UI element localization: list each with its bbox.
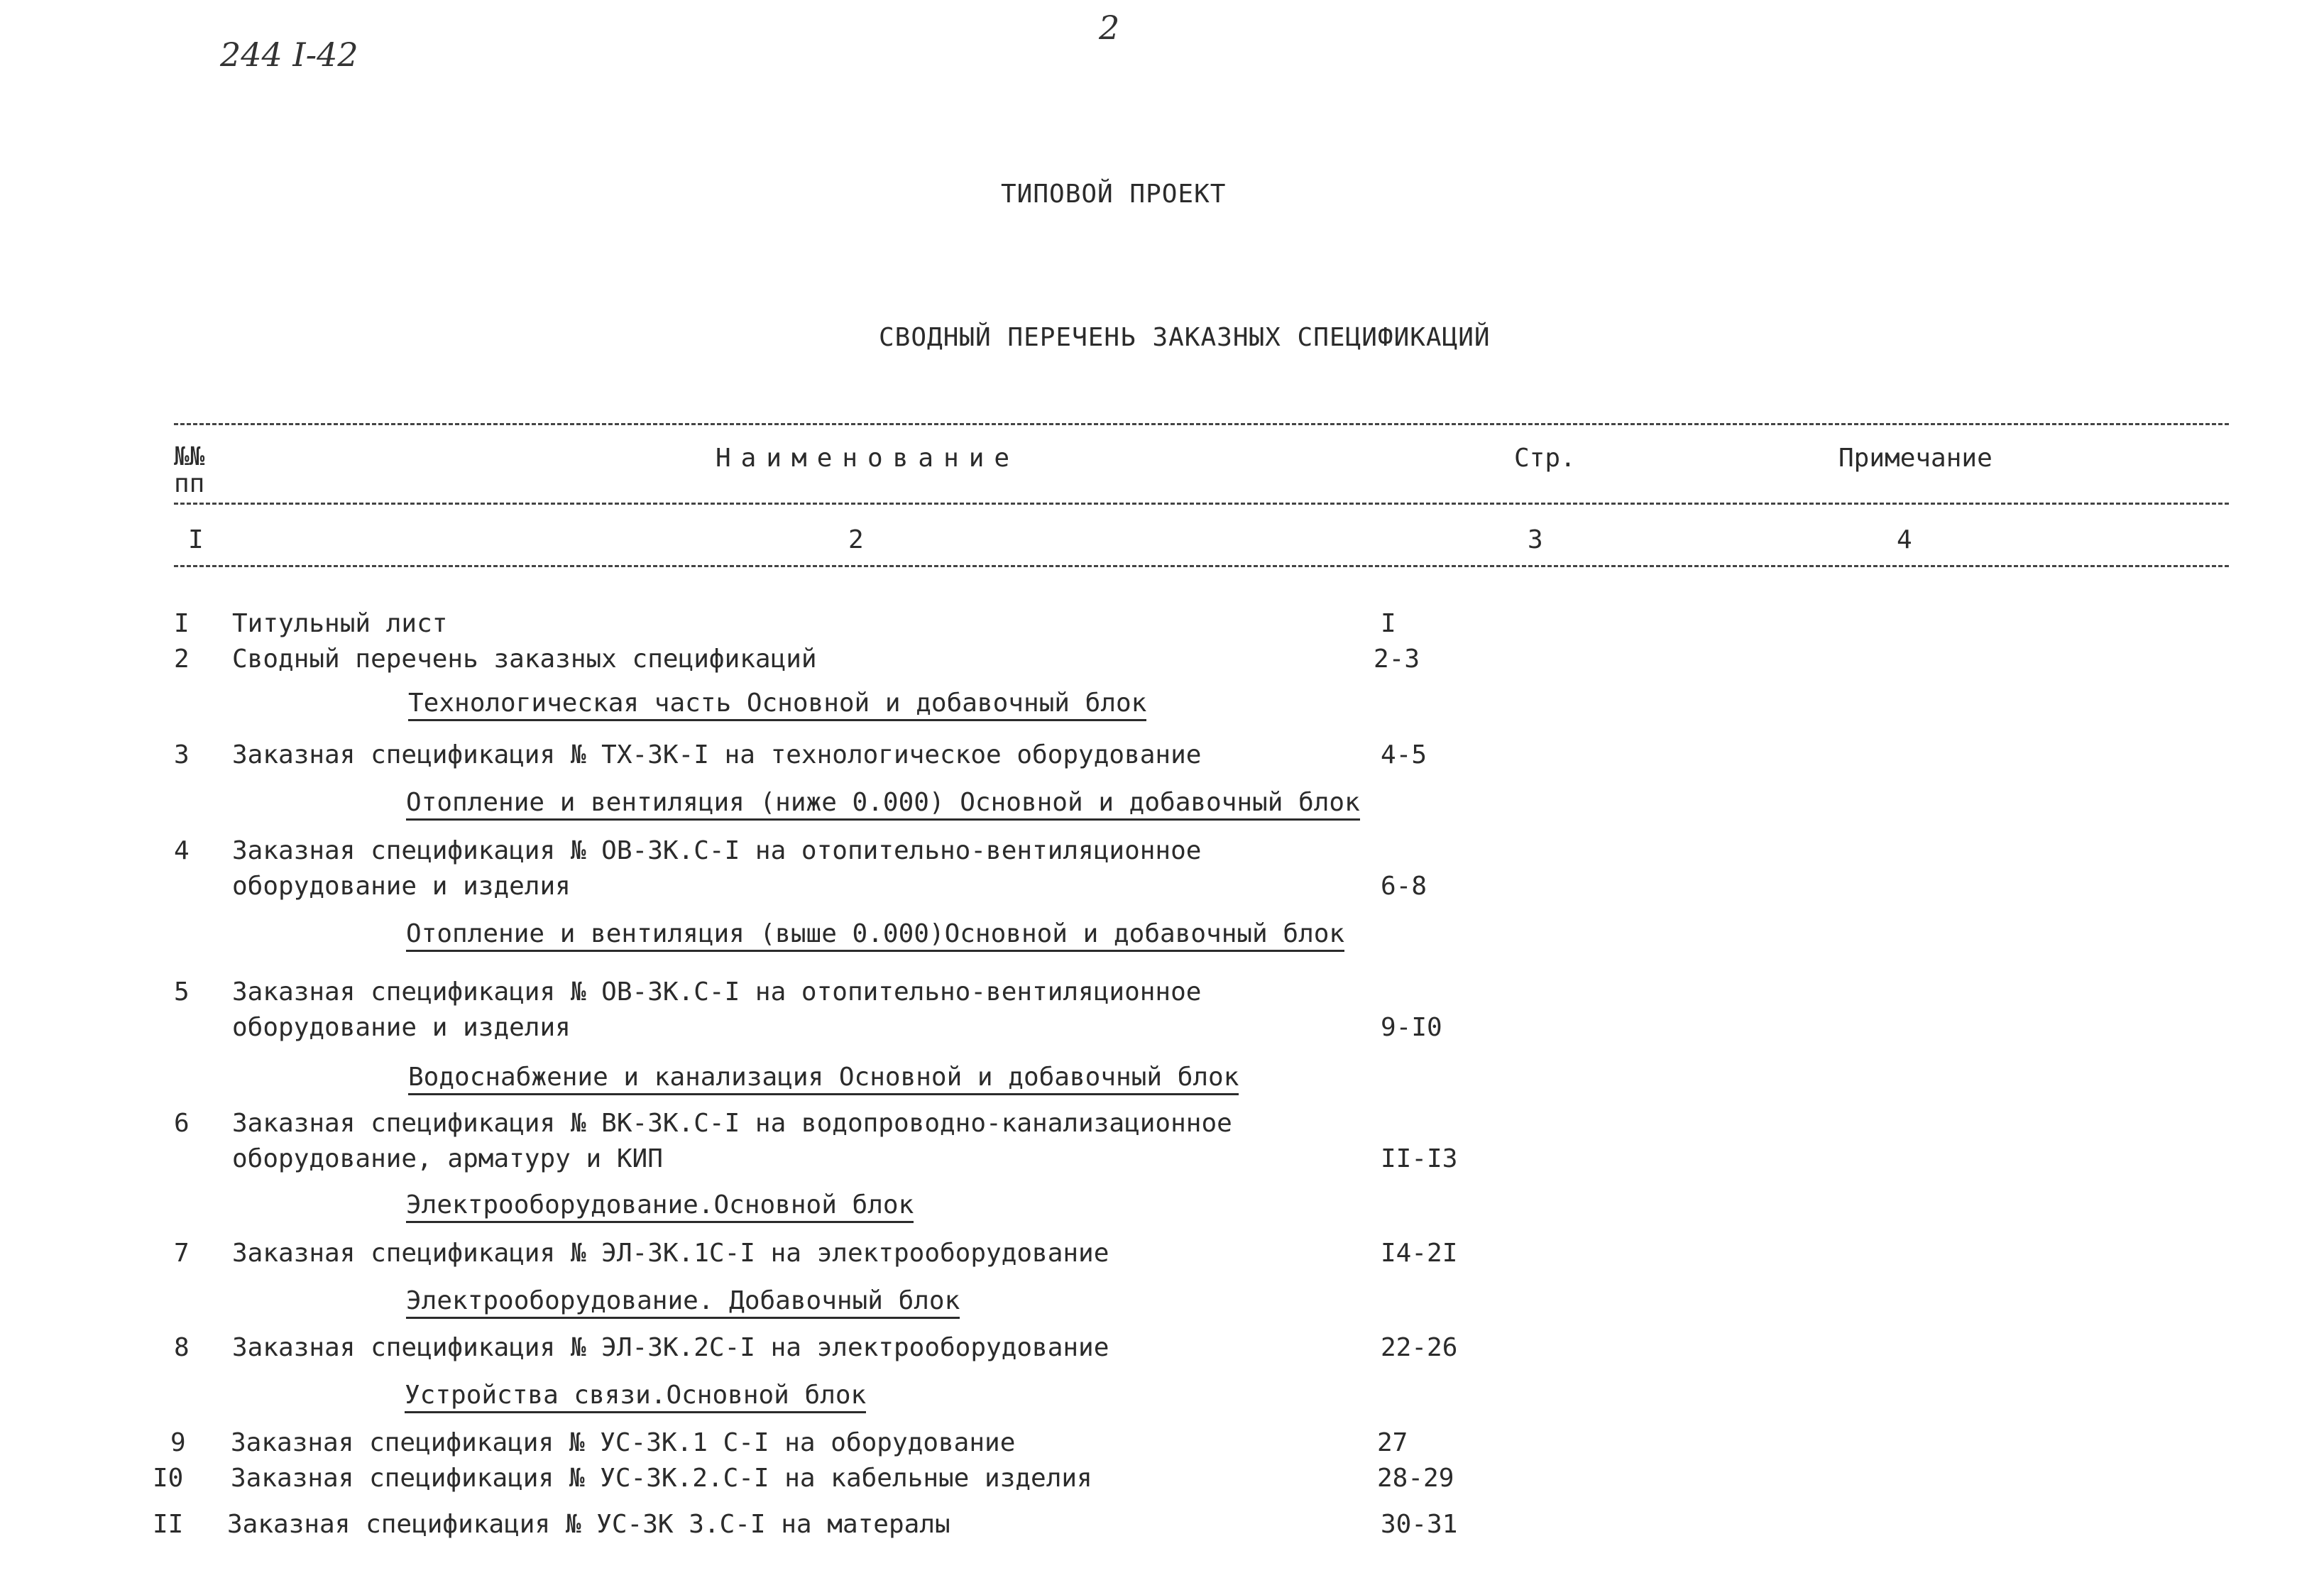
entry-text: Заказная спецификация № ЭЛ-3К.1С-I на электрооборудование [232, 1239, 1109, 1268]
header-bottom-rule [174, 565, 2229, 567]
entry-number: 2 [174, 645, 190, 674]
section-heading: Отопление и вентиляция (ниже 0.000) Основной и добавочный блок [406, 788, 1360, 821]
entry-pages: 2-3 [1374, 645, 1420, 674]
entry-number: I0 [153, 1464, 184, 1493]
header-mid-rule [174, 503, 2229, 505]
entry-text: Заказная спецификация № ТХ-3К-I на технологическое оборудование [232, 740, 1202, 769]
col-number-3: 3 [1528, 525, 1543, 554]
header-num-line-1: №№ [174, 442, 205, 471]
entry-number: 3 [174, 740, 190, 769]
section-heading: Отопление и вентиляция (выше 0.000)Основной и добавочный блок [406, 919, 1344, 952]
entry-text-continued: оборудование, арматуру и КИП [232, 1144, 663, 1173]
entry-pages: 27 [1377, 1428, 1408, 1457]
entry-pages: 4-5 [1381, 740, 1427, 769]
doc-type: ТИПОВОЙ ПРОЕКТ [1001, 180, 1227, 209]
section-heading: Технологическая часть Основной и добавочный блок [408, 689, 1146, 721]
entry-pages: II-I3 [1381, 1144, 1458, 1173]
header-note: Примечание [1838, 444, 1993, 473]
entry-number: 6 [174, 1109, 190, 1138]
entry-text: Заказная спецификация № УС-3К.2.С-I на кабельные изделия [231, 1464, 1092, 1493]
corner-note: 244 I-42 [220, 35, 358, 74]
entry-text: Заказная спецификация № ЭЛ-3К.2С-I на электрооборудование [232, 1333, 1109, 1362]
doc-title: СВОДНЫЙ ПЕРЕЧЕНЬ ЗАКАЗНЫХ СПЕЦИФИКАЦИЙ [879, 323, 1491, 352]
entry-text-continued: оборудование и изделия [232, 1013, 571, 1042]
entry-number: 7 [174, 1239, 190, 1268]
entry-number: I [174, 609, 190, 638]
entry-pages: 9-I0 [1381, 1013, 1442, 1042]
header-name: Наименование [716, 444, 1020, 473]
entry-pages: 28-29 [1377, 1464, 1454, 1493]
section-heading: Электрооборудование.Основной блок [406, 1190, 914, 1223]
entry-text: Сводный перечень заказных спецификаций [232, 645, 817, 674]
entry-text: Заказная спецификация № УС-3К.1 С-I на оборудование [231, 1428, 1016, 1457]
entry-number: II [153, 1510, 184, 1539]
col-number-4: 4 [1897, 525, 1912, 554]
entry-pages: 22-26 [1381, 1333, 1458, 1362]
entry-pages: 30-31 [1381, 1510, 1458, 1539]
col-number-1: I [188, 525, 204, 554]
entry-text-continued: оборудование и изделия [232, 872, 571, 901]
entry-text: Заказная спецификация № ОВ-3К.С-I на отопительно-вентиляционное [232, 977, 1202, 1007]
entry-pages: I [1381, 609, 1396, 638]
entry-pages: 6-8 [1381, 872, 1427, 901]
section-heading: Устройства связи.Основной блок [405, 1381, 866, 1413]
col-number-2: 2 [848, 525, 864, 554]
entry-text: Заказная спецификация № УС-3К 3.С-I на матерaлы [227, 1510, 950, 1539]
entry-number: 8 [174, 1333, 190, 1362]
entry-text: Заказная спецификация № ВК-3К.С-I на водопроводно-канализационное [232, 1109, 1232, 1138]
section-heading: Электрооборудование. Добавочный блок [406, 1286, 960, 1319]
entry-number: 5 [174, 977, 190, 1007]
section-heading: Водоснабжение и канализация Основной и добавочный блок [408, 1063, 1239, 1095]
entry-number: 4 [174, 836, 190, 865]
header-top-rule [174, 423, 2229, 425]
header-num [174, 444, 204, 498]
page-number: 2 [1099, 9, 1120, 47]
entry-text: Титульный лист [232, 609, 448, 638]
entry-text: Заказная спецификация № ОВ-3К.С-I на отопительно-вентиляционное [232, 836, 1202, 865]
entry-number: 9 [170, 1428, 186, 1457]
entry-pages: I4-2I [1381, 1239, 1458, 1268]
header-page: Стр. [1514, 444, 1576, 473]
header-num-line-2: пп [174, 469, 205, 498]
